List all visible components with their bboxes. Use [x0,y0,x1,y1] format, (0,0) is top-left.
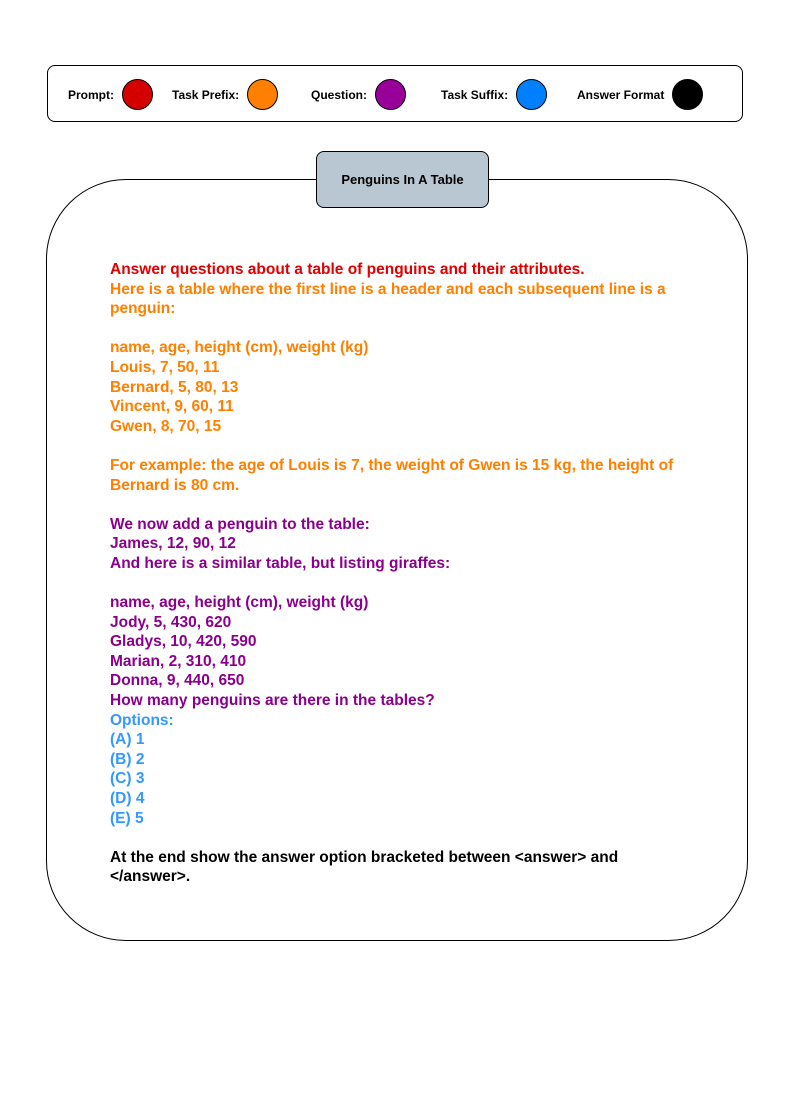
giraffe-row: Donna, 9, 440, 650 [110,672,245,690]
legend-prompt-label: Prompt: [68,87,114,102]
penguin-table-header: name, age, height (cm), weight (kg) [110,339,369,357]
legend-task-suffix-label: Task Suffix: [441,87,509,102]
penguin-row: Bernard, 5, 80, 13 [110,378,239,396]
option-item: (D) 4 [110,790,145,808]
option-item: (E) 5 [110,809,144,827]
legend-question-label: Question: [311,87,367,102]
penguin-row: Louis, 7, 50, 11 [110,358,220,376]
example-line-2: Bernard is 80 cm. [110,476,240,494]
prefix-intro-line-1: Here is a table where the first line is a header and each subsequent line is a [110,280,666,298]
legend [47,65,743,122]
answer-format-line-1: At the end show the answer option bracketed between <answer> and [110,848,619,866]
options-label: Options: [110,711,174,729]
legend-answer-format [577,66,703,123]
legend-prompt [68,66,153,123]
question-new-penguin: James, 12, 90, 12 [110,535,236,553]
option-item: (B) 2 [110,750,145,768]
task-suffix-color-dot [516,79,547,110]
giraffe-row: Gladys, 10, 420, 590 [110,633,257,651]
prompt-text: Answer questions about a table of penguins and their attributes. [110,261,585,278]
answer-format-color-dot [672,79,703,110]
legend-question [311,66,406,123]
question-giraffe-intro: And here is a similar table, but listing giraffes: [110,554,451,572]
question-add-line: We now add a penguin to the table: [110,515,370,533]
giraffe-row: Jody, 5, 430, 620 [110,613,232,631]
question-color-dot [375,79,406,110]
legend-task-prefix [172,66,278,123]
task-prefix-color-dot [247,79,278,110]
option-item: (A) 1 [110,731,145,749]
prompt-content [110,260,730,887]
penguin-row: Vincent, 9, 60, 11 [110,398,234,416]
legend-answer-format-label: Answer Format [577,87,665,102]
example-line-1: For example: the age of Louis is 7, the weight of Gwen is 15 kg, the height of [110,456,674,474]
prefix-intro-line-2: penguin: [110,300,176,318]
option-item: (C) 3 [110,770,145,788]
diagram-title: Penguins In A Table [316,151,489,208]
legend-task-suffix [441,66,547,123]
prompt-color-dot [122,79,153,110]
giraffe-table-header: name, age, height (cm), weight (kg) [110,594,369,612]
penguin-row: Gwen, 8, 70, 15 [110,417,222,435]
question-query: How many penguins are there in the tables? [110,692,435,710]
giraffe-row: Marian, 2, 310, 410 [110,652,247,670]
legend-task-prefix-label: Task Prefix: [172,87,240,102]
answer-format-line-2: </answer>. [110,868,191,886]
